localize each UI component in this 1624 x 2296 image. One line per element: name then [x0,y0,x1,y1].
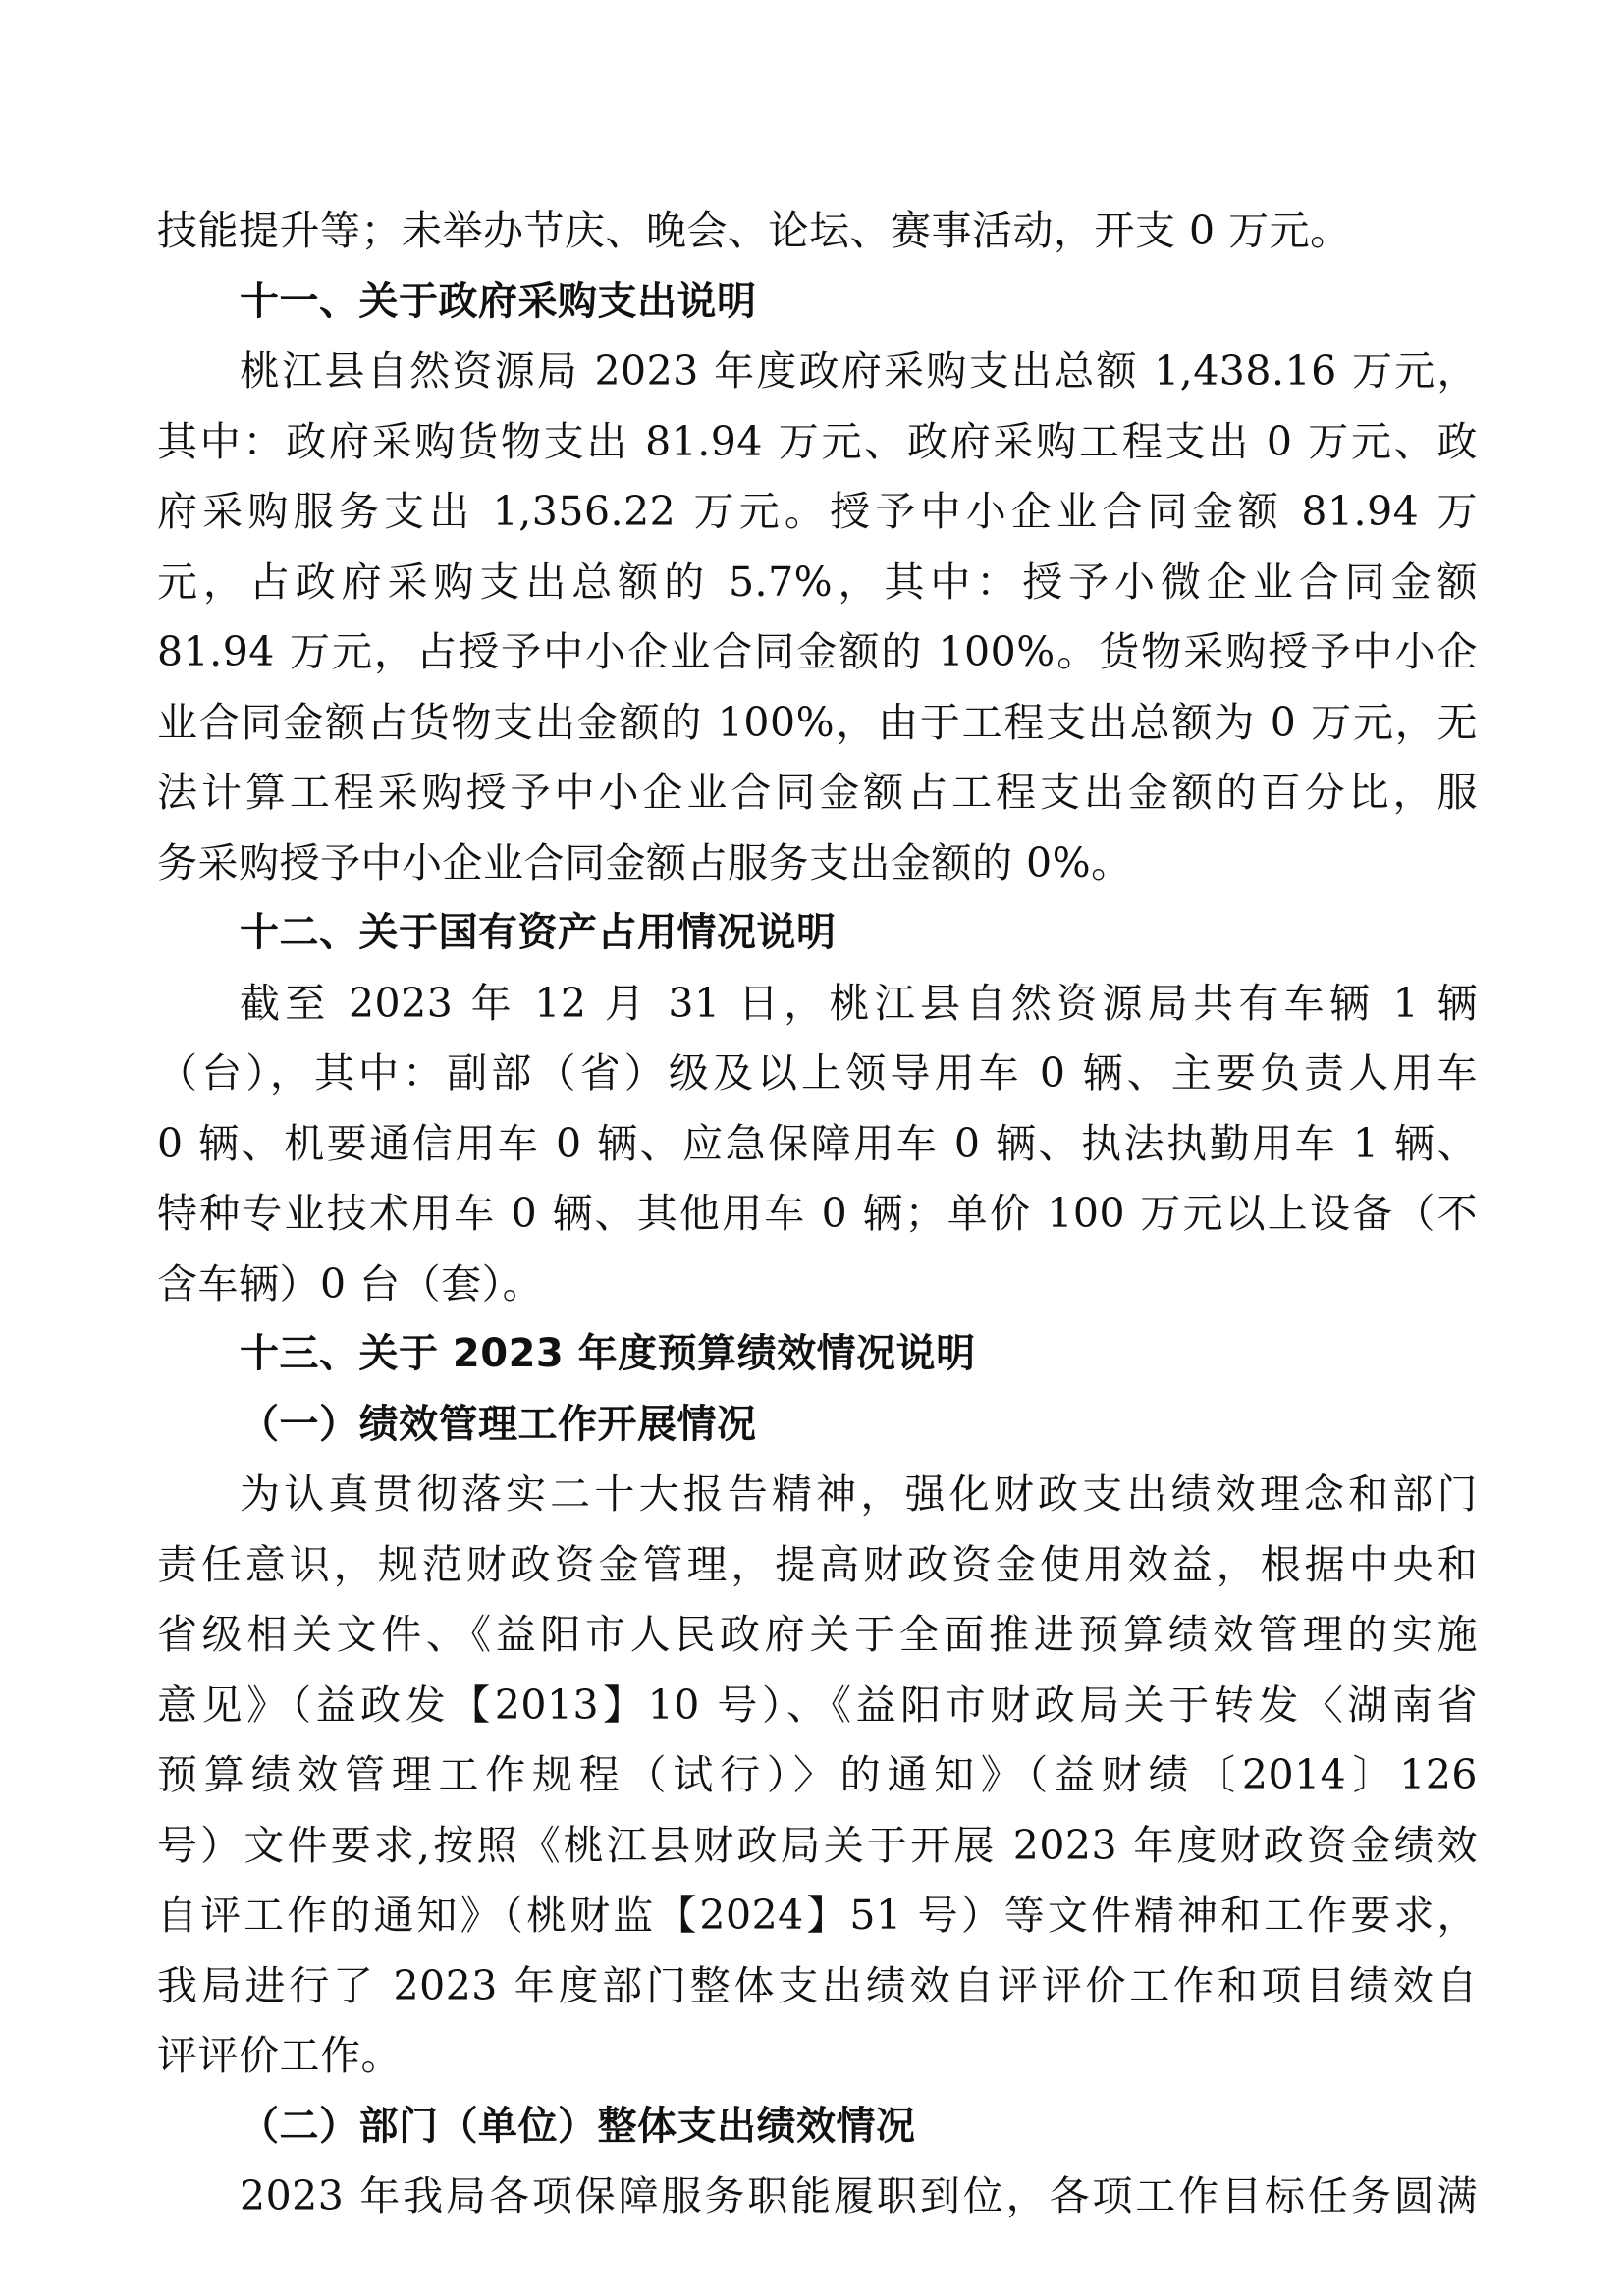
subsection-1-paragraph [157,1460,1478,2092]
paragraph-line: 意见》（益政发【2013】10 号）、《益阳市财政局关于转发〈湖南省 [157,1681,1478,1729]
paragraph-line: 号）文件要求,按照《桃江县财政局关于开展 2023 年度财政资金绩效 [157,1821,1478,1869]
document-body [157,196,1478,2232]
paragraph-line: 务采购授予中小企业合同金额占服务支出金额的 0%。 [157,838,1132,886]
paragraph-line: 责任意识，规范财政资金管理，提高财政资金使用效益，根据中央和 [157,1540,1478,1588]
paragraph-line: 其中：政府采购货物支出 81.94 万元、政府采购工程支出 0 万元、政 [157,417,1478,465]
paragraph-line: 含车辆）0 台（套）。 [157,1259,544,1308]
section-heading-11: 十一、关于政府采购支出说明 [240,278,757,324]
paragraph-line: 为认真贯彻落实二十大报告精神，强化财政支出绩效理念和部门 [240,1470,1478,1518]
paragraph-line: 预算绩效管理工作规程（试行）〉的通知》（益财绩〔2014〕126 [157,1751,1478,1798]
subsection-heading-2: （二）部门（单位）整体支出绩效情况 [240,2103,916,2149]
section-12-paragraph [157,969,1478,1320]
paragraph-line: 业合同金额占货物支出金额的 100%，由于工程支出总额为 0 万元，无 [157,698,1478,746]
paragraph-line: 我局进行了 2023 年度部门整体支出绩效自评评价工作和项目绩效自 [157,1961,1478,2009]
paragraph-line: 法计算工程采购授予中小企业合同金额占工程支出金额的百分比，服 [157,769,1478,816]
paragraph-line: 2023 年我局各项保障服务职能履职到位，各项工作目标任务圆满 [240,2172,1478,2219]
subsection-heading-1: （一）绩效管理工作开展情况 [240,1401,757,1447]
paragraph-line: 元，占政府采购支出总额的 5.7%，其中：授予小微企业合同金额 [157,558,1478,606]
paragraph-line: 桃江县自然资源局 2023 年度政府采购支出总额 1,438.16 万元， [240,347,1478,395]
paragraph-line: （台），其中：副部（省）级及以上领导用车 0 辆、主要负责人用车 [157,1049,1478,1096]
paragraph-line: 0 辆、机要通信用车 0 辆、应急保障用车 0 辆、执法执勤用车 1 辆、 [157,1119,1478,1167]
paragraph-line: 府采购服务支出 1,356.22 万元。授予中小企业合同金额 81.94 万 [157,488,1478,535]
paragraph-line: 技能提升等；未举办节庆、晚会、论坛、赛事活动，开支 0 万元。 [157,207,1351,254]
section-heading-13: 十三、关于 2023 年度预算绩效情况说明 [240,1331,976,1376]
paragraph-line: 评评价工作。 [157,2032,402,2079]
subsection-2-paragraph [157,2162,1478,2232]
paragraph-line: 特种专业技术用车 0 辆、其他用车 0 辆；单价 100 万元以上设备（不 [157,1190,1478,1237]
paragraph-line: 省级相关文件、《益阳市人民政府关于全面推进预算绩效管理的实施 [157,1611,1478,1658]
paragraph-line: 81.94 万元，占授予中小企业合同金额的 100%。货物采购授予中小企 [157,628,1478,675]
section-heading-12: 十二、关于国有资产占用情况说明 [240,910,837,955]
paragraph-line: 截至 2023 年 12 月 31 日，桃江县自然资源局共有车辆 1 辆 [240,979,1478,1027]
section-11-paragraph [157,337,1478,898]
paragraph-line: 自评工作的通知》（桃财监【2024】51 号）等文件精神和工作要求， [157,1892,1478,1939]
